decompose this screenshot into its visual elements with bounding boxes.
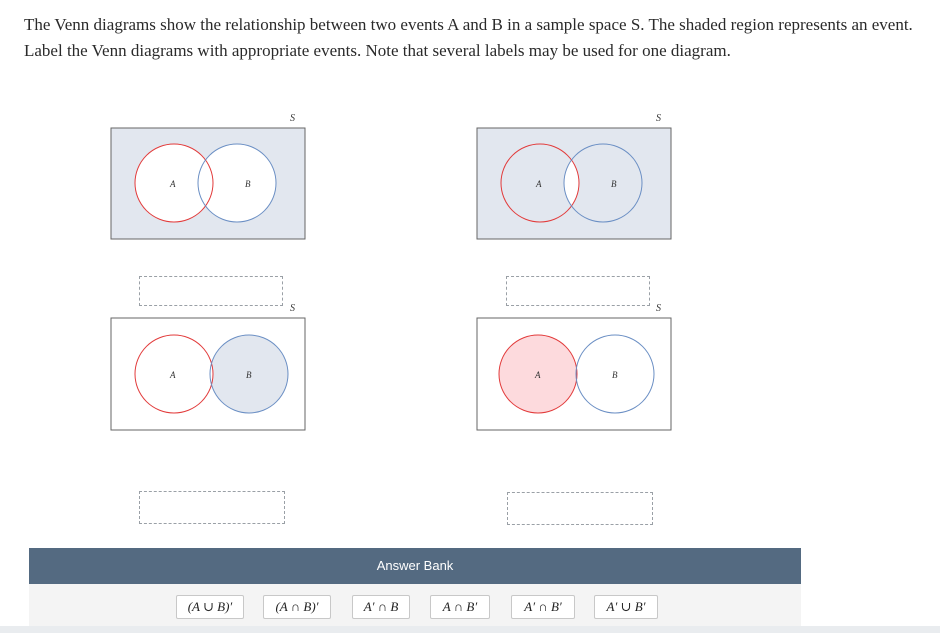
answer-chip-complement-a-intersect-b[interactable]: (A ∩ B)′ bbox=[263, 595, 331, 619]
bottom-bar bbox=[0, 626, 940, 633]
sample-space-label: S bbox=[290, 303, 295, 314]
answer-chip-a-intersect-b-complement[interactable]: A ∩ B′ bbox=[430, 595, 490, 619]
set-b-label: B bbox=[245, 179, 251, 189]
answer-dropzone-4[interactable] bbox=[507, 492, 653, 525]
set-a-label: A bbox=[535, 370, 541, 380]
answer-bank-title: Answer Bank bbox=[29, 548, 801, 584]
answer-chip-complement-a-union-b[interactable]: (A ∪ B)′ bbox=[176, 595, 244, 619]
set-b-label: B bbox=[246, 370, 252, 380]
answer-dropzone-3[interactable] bbox=[139, 491, 285, 524]
answer-chip-a-complement-union-b-complement[interactable]: A′ ∪ B′ bbox=[594, 595, 658, 619]
question-prompt: The Venn diagrams show the relationship between two events A and B in a sample space S. The shaded region represents an event. Label the Venn diagrams with appropriate events. Note that several labels may be used for one diagram. bbox=[24, 15, 913, 60]
set-a-label: A bbox=[536, 179, 542, 189]
set-a-label: A bbox=[170, 370, 176, 380]
set-b-label: B bbox=[612, 370, 618, 380]
set-b-label: B bbox=[611, 179, 617, 189]
set-a-label: A bbox=[170, 179, 176, 189]
venn-diagram-4 bbox=[474, 300, 674, 431]
venn-diagram-3 bbox=[108, 300, 308, 431]
sample-space-label: S bbox=[656, 303, 661, 314]
venn-diagram-1 bbox=[108, 110, 308, 240]
answer-bank-items bbox=[29, 595, 801, 621]
answer-bank bbox=[29, 548, 801, 633]
answer-chip-a-complement-intersect-b[interactable]: A′ ∩ B bbox=[352, 595, 410, 619]
sample-space-label: S bbox=[290, 113, 295, 124]
venn-diagram-2 bbox=[474, 110, 674, 240]
sample-space-label: S bbox=[656, 113, 661, 124]
answer-chip-a-complement-intersect-b-complement[interactable]: A′ ∩ B′ bbox=[511, 595, 575, 619]
